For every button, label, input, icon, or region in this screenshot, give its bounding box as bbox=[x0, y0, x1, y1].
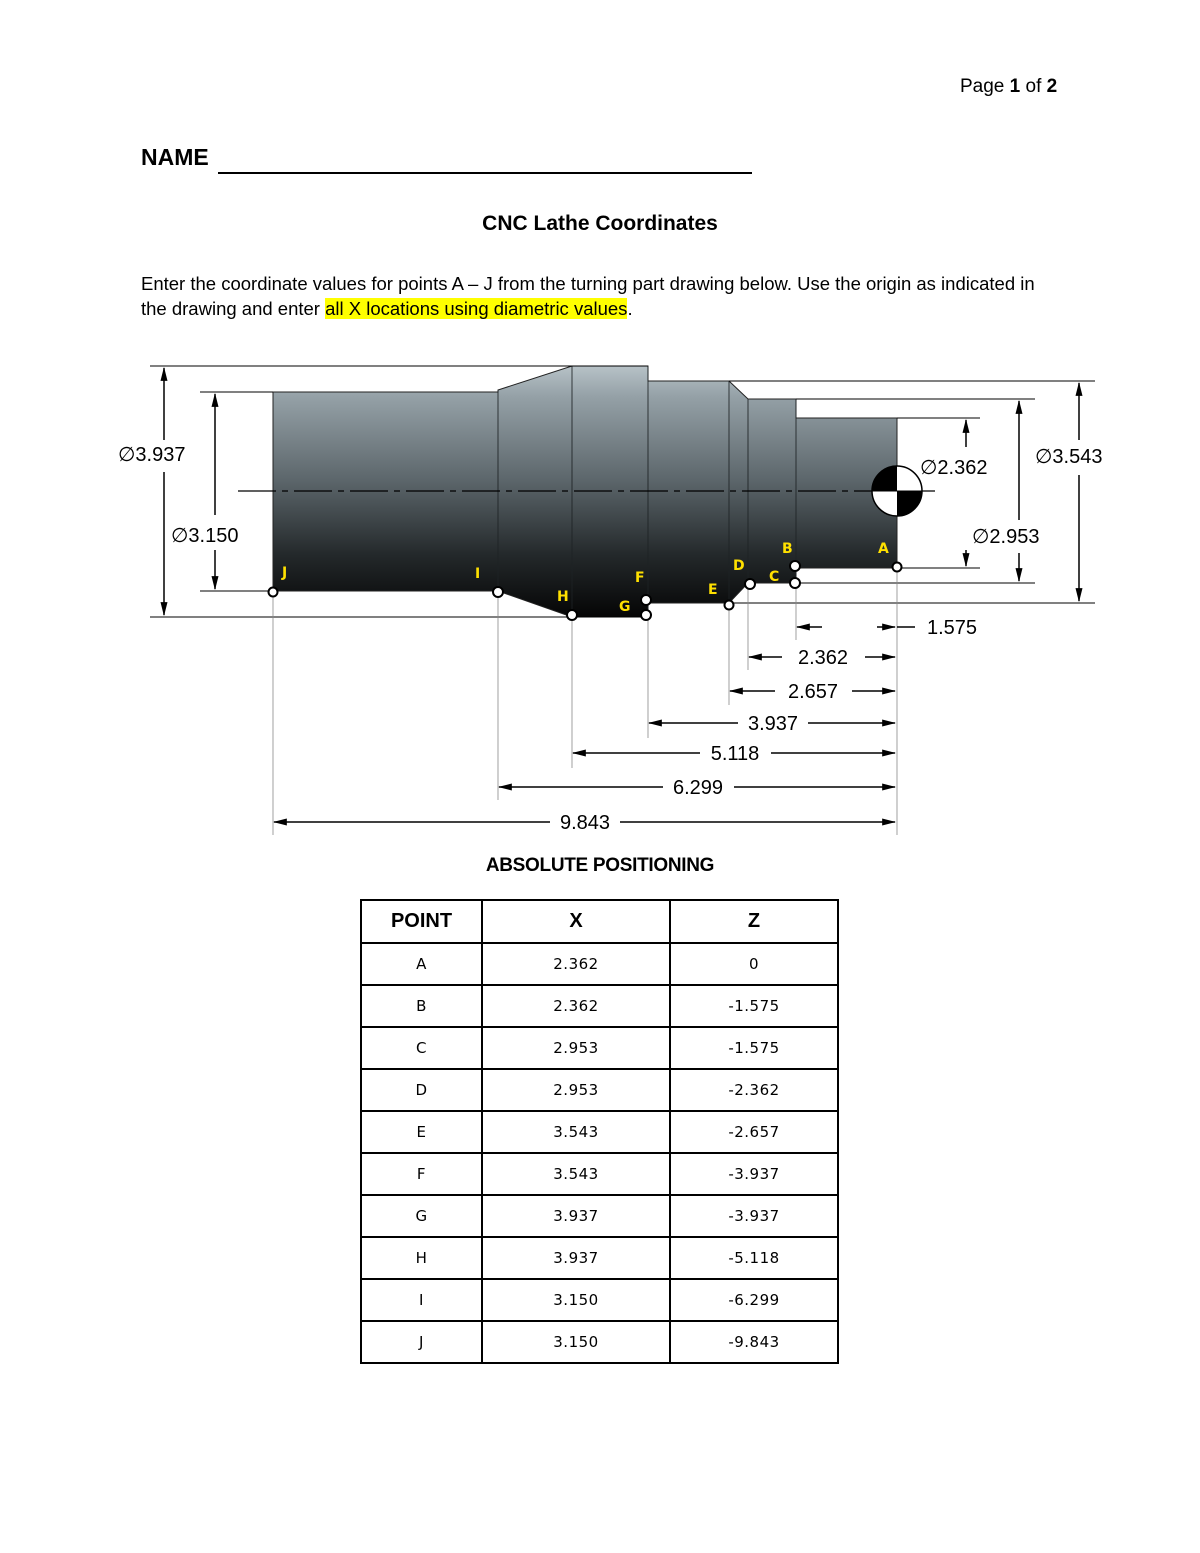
header-z: Z bbox=[670, 900, 838, 943]
dim-dia-2362: ∅2.362 bbox=[920, 457, 988, 479]
table-title: ABSOLUTE POSITIONING bbox=[485, 855, 715, 876]
cell-x[interactable]: 3.150 bbox=[482, 1279, 670, 1321]
cell-z[interactable]: -2.362 bbox=[670, 1069, 838, 1111]
dim-len-2362: 2.362 bbox=[797, 647, 849, 669]
origin-symbol bbox=[872, 466, 922, 516]
document-title: CNC Lathe Coordinates bbox=[482, 212, 718, 235]
point-label-h: H bbox=[557, 589, 569, 605]
cell-x[interactable]: 2.953 bbox=[482, 1069, 670, 1111]
dim-len-2657: 2.657 bbox=[787, 681, 839, 703]
cell-z[interactable]: -1.575 bbox=[670, 1027, 838, 1069]
turning-part-drawing bbox=[0, 350, 1200, 850]
cell-point: A bbox=[361, 943, 482, 985]
name-label: NAME bbox=[141, 144, 209, 170]
name-field-line[interactable] bbox=[218, 172, 752, 174]
point-label-e: E bbox=[708, 582, 718, 598]
instructions-end: . bbox=[627, 298, 633, 319]
cell-x[interactable]: 2.953 bbox=[482, 1027, 670, 1069]
dim-len-3937: 3.937 bbox=[747, 713, 799, 735]
table-header-row bbox=[361, 900, 838, 943]
cell-z[interactable]: -3.937 bbox=[670, 1153, 838, 1195]
cell-point: F bbox=[361, 1153, 482, 1195]
header-point: POINT bbox=[361, 900, 482, 943]
cell-x[interactable]: 2.362 bbox=[482, 943, 670, 985]
table-row bbox=[361, 1027, 838, 1069]
cell-point: J bbox=[361, 1321, 482, 1363]
table-row bbox=[361, 1195, 838, 1237]
cell-z[interactable]: -9.843 bbox=[670, 1321, 838, 1363]
point-label-j: J bbox=[282, 565, 288, 581]
dim-dia-2953: ∅2.953 bbox=[972, 526, 1040, 548]
table-row bbox=[361, 1237, 838, 1279]
dim-dia-3937: ∅3.937 bbox=[118, 444, 186, 466]
cell-point: E bbox=[361, 1111, 482, 1153]
dim-len-9843: 9.843 bbox=[559, 812, 611, 834]
instructions-highlight: all X locations using diametric values bbox=[325, 298, 628, 319]
page-number bbox=[960, 76, 1057, 98]
table-row bbox=[361, 985, 838, 1027]
cell-point: I bbox=[361, 1279, 482, 1321]
cell-z[interactable]: -5.118 bbox=[670, 1237, 838, 1279]
cell-z[interactable]: -3.937 bbox=[670, 1195, 838, 1237]
cell-z[interactable]: -6.299 bbox=[670, 1279, 838, 1321]
cell-point: G bbox=[361, 1195, 482, 1237]
table-row bbox=[361, 1111, 838, 1153]
cell-z[interactable]: 0 bbox=[670, 943, 838, 985]
page-total: 2 bbox=[1046, 76, 1058, 97]
table-row bbox=[361, 1069, 838, 1111]
header-x: X bbox=[482, 900, 670, 943]
cell-point: C bbox=[361, 1027, 482, 1069]
instructions bbox=[141, 271, 1061, 321]
table-row bbox=[361, 1279, 838, 1321]
cell-x[interactable]: 3.543 bbox=[482, 1153, 670, 1195]
point-label-b: B bbox=[782, 541, 793, 557]
page-of: of bbox=[1025, 76, 1042, 97]
cell-point: H bbox=[361, 1237, 482, 1279]
point-label-d: D bbox=[733, 558, 745, 574]
dim-dia-3150: ∅3.150 bbox=[171, 525, 239, 547]
point-label-a: A bbox=[878, 541, 889, 557]
point-label-c: C bbox=[769, 569, 780, 585]
point-label-f: F bbox=[635, 570, 645, 586]
cell-x[interactable]: 3.150 bbox=[482, 1321, 670, 1363]
dim-len-5118: 5.118 bbox=[710, 743, 760, 765]
cell-point: B bbox=[361, 985, 482, 1027]
cell-x[interactable]: 3.937 bbox=[482, 1195, 670, 1237]
table-row bbox=[361, 1321, 838, 1363]
cell-x[interactable]: 3.543 bbox=[482, 1111, 670, 1153]
point-label-g: G bbox=[619, 599, 631, 615]
cell-z[interactable]: -1.575 bbox=[670, 985, 838, 1027]
dim-len-1575: 1.575 bbox=[926, 617, 978, 639]
dim-len-6299: 6.299 bbox=[672, 777, 724, 799]
cell-point: D bbox=[361, 1069, 482, 1111]
instructions-text: Enter the coordinate values for points A – J from the turning part drawing below. Use the origin as indicated in the drawing and enter bbox=[141, 273, 1035, 319]
cell-x[interactable]: 2.362 bbox=[482, 985, 670, 1027]
table-row bbox=[361, 1153, 838, 1195]
page-current: 1 bbox=[1009, 76, 1021, 97]
point-label-i: I bbox=[475, 566, 481, 582]
dim-dia-3543: ∅3.543 bbox=[1035, 446, 1103, 468]
table-row bbox=[361, 943, 838, 985]
coordinates-table bbox=[360, 899, 839, 1364]
cell-z[interactable]: -2.657 bbox=[670, 1111, 838, 1153]
page-prefix: Page bbox=[960, 76, 1005, 97]
part-body bbox=[238, 366, 935, 617]
cell-x[interactable]: 3.937 bbox=[482, 1237, 670, 1279]
